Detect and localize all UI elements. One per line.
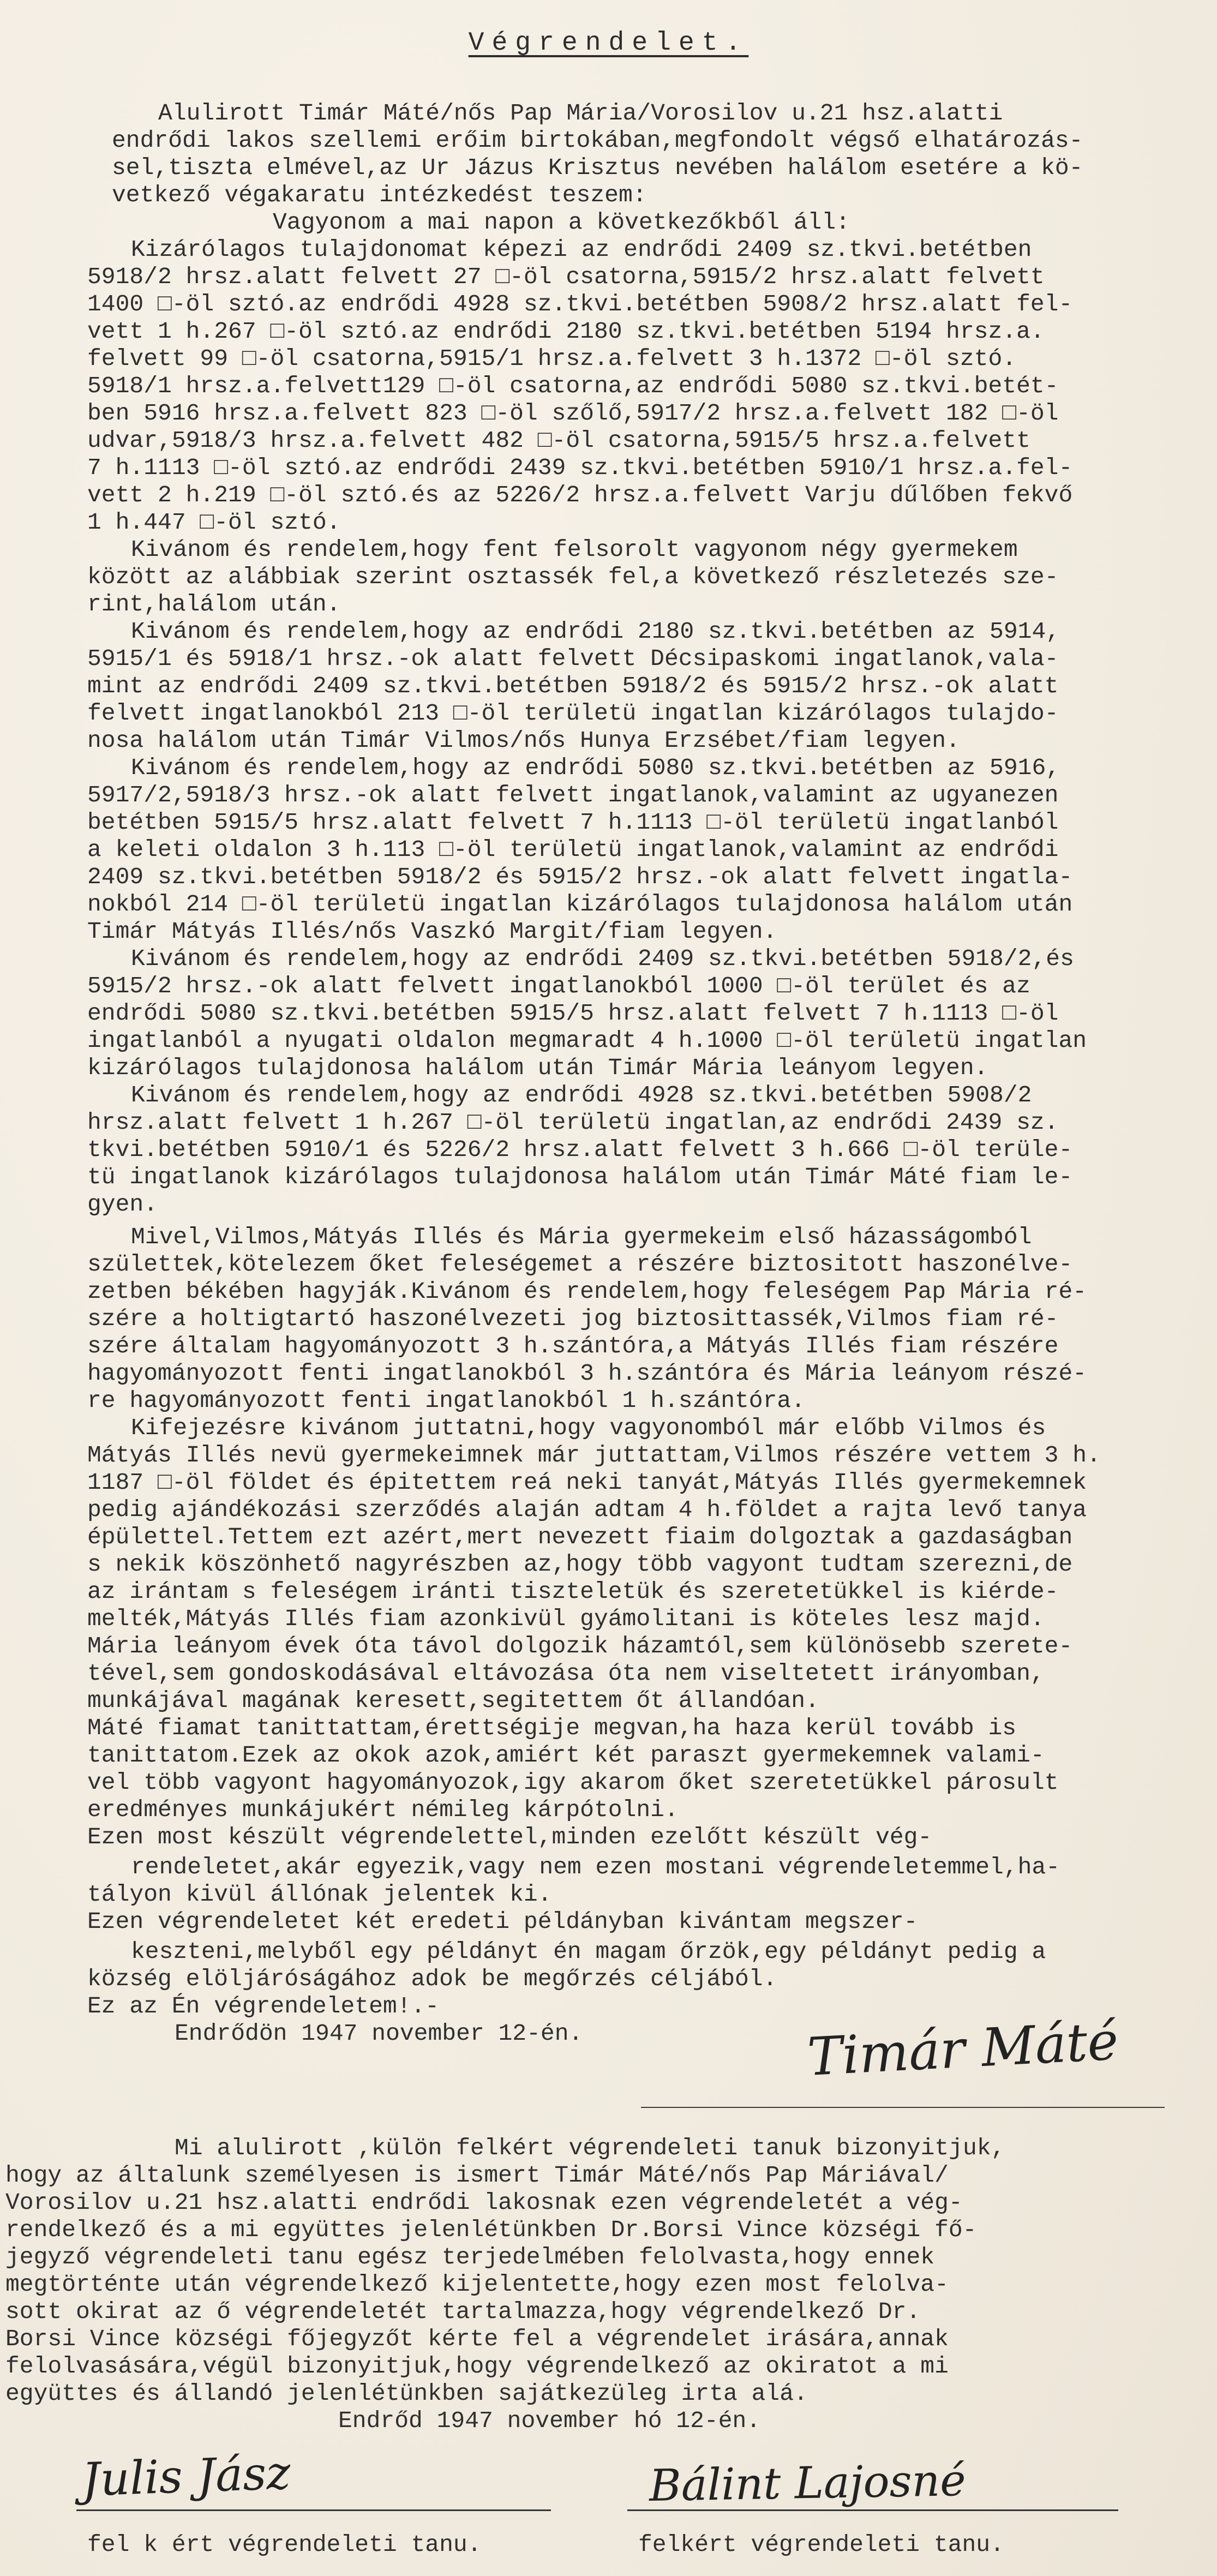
body-line: Kizárólagos tulajdonomat képezi az endrődi 2409 sz.tkvi.betétben (131, 236, 1032, 263)
body-line: 1187 □-öl földet és épitettem reá neki tanyát,Mátyás Illés gyermekemnek (87, 1469, 1087, 1496)
body-line: endrődi lakos szellemi erőim birtokában,megfondolt végső elhatározás- (112, 127, 1083, 154)
body-line: 1400 □-öl sztó.az endrődi 4928 sz.tkvi.betétben 5908/2 hrsz.alatt fel- (87, 291, 1073, 317)
body-line: 5918/2 hrsz.alatt felvett 27 □-öl csatorna,5915/2 hrsz.alatt felvett (87, 263, 1045, 290)
body-line: Ezen most készült végrendelettel,minden ezelőtt készült vég- (87, 1824, 932, 1850)
witness-line: sott okirat az ő végrendeletét tartalmazza,hogy végrendelkező Dr. (5, 2298, 921, 2325)
body-line: gyen. (87, 1191, 158, 1218)
body-line: épülettel.Tettem ezt azért,mert nevezett fiaim dolgoztak a gazdaságban (87, 1524, 1073, 1550)
body-line: ben 5916 hrsz.a.felvett 823 □-öl szőlő,5917/2 hrsz.a.felvett 182 □-öl (87, 400, 1059, 427)
witness-line: jegyző végrendeleti tanu egész terjedelmében felolvasta,hogy ennek (5, 2244, 935, 2271)
body-line: Kifejezésre kivánom juttatni,hogy vagyonomból már előbb Vilmos és (131, 1415, 1046, 1441)
witness2-signature-line (627, 2509, 1118, 2511)
body-line: pedig ajándékozási szerződés alaján adtam 4 h.földet a rajta levő tanya (87, 1496, 1087, 1523)
body-line: szére általam hagyományozott 3 h.szántóra,a Mátyás Illés fiam részére (87, 1333, 1059, 1359)
witness-line: Vorosilov u.21 hsz.alatti endrődi lakosnak ezen végrendeletét a vég- (5, 2189, 963, 2216)
body-line: felvett ingatlanokból 213 □-öl területü ingatlan kizárólagos tulajdo- (87, 700, 1059, 727)
body-line: kizárólagos tulajdonosa halálom után Timár Mária leányom legyen. (87, 1055, 988, 1081)
body-line: Endrődön 1947 november 12-én. (175, 2020, 583, 2047)
body-line: 5915/1 és 5918/1 hrsz.-ok alatt felvett Décsipaskomi ingatlanok,vala- (87, 645, 1059, 672)
body-line: az irántam s feleségem iránti tiszteletük és szeretetükkel is kiérde- (87, 1578, 1059, 1605)
witness1-caption: fel k ért végrendeleti tanu. (87, 2531, 482, 2558)
witness1-signature: Julis Jász (81, 2446, 292, 2507)
witness-line: Mi alulirott ,külön felkért végrendeleti tanuk bizonyitjuk, (175, 2135, 1005, 2161)
body-line: udvar,5918/3 hrsz.a.felvett 482 □-öl csatorna,5915/5 hrsz.a.felvett (87, 427, 1030, 454)
body-line: ingatlanból a nyugati oldalon megmaradt 4 h.1000 □-öl területü ingatlan (87, 1027, 1087, 1054)
body-line: munkájával magának keresett,segitettem őt állandóan. (87, 1687, 819, 1714)
witness1-signature-line (76, 2509, 551, 2511)
body-line: Kivánom és rendelem,hogy fent felsorolt vagyonom négy gyermekem (131, 536, 1018, 563)
witness2-caption: felkért végrendeleti tanu. (638, 2531, 1004, 2558)
body-line: Máté fiamat tanittattam,érettségije megvan,ha haza kerül tovább is (87, 1715, 1017, 1741)
body-line: Vagyonom a mai napon a következőkből áll: (273, 209, 850, 236)
body-line: endrődi 5080 sz.tkvi.betétben 5915/5 hrsz.alatt felvett 7 h.1113 □-öl (87, 1000, 1059, 1027)
body-line: zetben békében hagyják.Kivánom és rendelem,hogy feleségem Pap Mária ré- (87, 1278, 1087, 1305)
body-line: 2409 sz.tkvi.betétben 5918/2 és 5915/2 hrsz.-ok alatt felvett ingatla- (87, 864, 1073, 890)
body-line: Mátyás Illés nevü gyermekeimnek már juttattam,Vilmos részére vettem 3 h. (87, 1442, 1101, 1469)
body-line: 1 h.447 □-öl sztó. (87, 509, 341, 536)
body-line: szére a holtigtartó haszonélvezeti jog biztosittassék,Vilmos fiam ré- (87, 1305, 1059, 1332)
body-line: születtek,kötelezem őket feleségemet a részére biztositott haszonélve- (87, 1251, 1073, 1278)
body-line: eredményes munkájukért némileg kárpótolni. (87, 1796, 679, 1823)
body-line: keszteni,melyből egy példányt én magam őrzök,egy példányt pedig a (131, 1938, 1046, 1965)
body-line: Kivánom és rendelem,hogy az endrődi 2180 sz.tkvi.betétben az 5914, (131, 618, 1060, 645)
body-line: a keleti oldalon 3 h.113 □-öl területü ingatlanok,valamint az endrődi (87, 836, 1059, 863)
body-line: Kivánom és rendelem,hogy az endrődi 4928 sz.tkvi.betétben 5908/2 (131, 1082, 1032, 1109)
body-line: tályon kivül állónak jelentek ki. (87, 1881, 552, 1908)
body-line: hagyományozott fenti ingatlanokból 3 h.szántóra és Mária leányom részé- (87, 1360, 1087, 1387)
body-line: Mivel,Vilmos,Mátyás Illés és Mária gyermekeim első házasságomból (131, 1224, 1032, 1250)
body-line: s nekik köszönhető nagyrészben az,hogy több vagyont tudtam szerezni,de (87, 1551, 1073, 1578)
body-line: mint az endrődi 2409 sz.tkvi.betétben 5918/2 és 5915/2 hrsz.-ok alatt (87, 673, 1059, 699)
document-title: Végrendelet. (468, 28, 749, 58)
body-line: re hagyományozott fenti ingatlanokból 1 h.szántóra. (87, 1387, 806, 1414)
body-line: 5917/2,5918/3 hrsz.-ok alatt felvett ingatlanok,valamint az ugyanezen (87, 782, 1059, 808)
body-line: Ezen végrendeletet két eredeti példányban kivántam megszer- (87, 1908, 918, 1935)
body-line: melték,Mátyás Illés fiam azonkivül gyámolitani is köteles lesz majd. (87, 1605, 1045, 1632)
body-line: Timár Mátyás Illés/nős Vaszkó Margit/fiam legyen. (87, 918, 777, 945)
body-line: betétben 5915/5 hrsz.alatt felvett 7 h.1113 □-öl területü ingatlanból (87, 809, 1059, 836)
body-line: rendeletet,akár egyezik,vagy nem ezen mostani végrendeletemmel,ha- (131, 1854, 1060, 1880)
body-line: tkvi.betétben 5910/1 és 5226/2 hrsz.alatt felvett 3 h.666 □-öl terüle- (87, 1136, 1073, 1163)
body-line: 5915/2 hrsz.-ok alatt felvett ingatlanokból 1000 □-öl terület és az (87, 973, 1030, 999)
body-line: Kivánom és rendelem,hogy az endrődi 2409 sz.tkvi.betétben 5918/2,és (131, 945, 1074, 972)
witness-date-line: Endrőd 1947 november hó 12-én. (338, 2407, 761, 2434)
body-line: felvett 99 □-öl csatorna,5915/1 hrsz.a.felvett 3 h.1372 □-öl sztó. (87, 345, 1017, 372)
witness-line: rendelkező és a mi együttes jelenlétünkben Dr.Borsi Vince községi fő- (5, 2216, 977, 2243)
body-line: község elöljáróságához adok be megőrzés céljából. (87, 1966, 777, 1992)
body-line: 5918/1 hrsz.a.felvett129 □-öl csatorna,az endrődi 5080 sz.tkvi.betét- (87, 373, 1059, 399)
body-line: Kivánom és rendelem,hogy az endrődi 5080 sz.tkvi.betétben az 5916, (131, 754, 1060, 781)
body-line: vel több vagyont hagyományozok,igy akarom őket szeretetükkel párosult (87, 1769, 1059, 1796)
body-line: tanittatom.Ezek az okok azok,amiért két paraszt gyermekemnek valami- (87, 1742, 1045, 1769)
body-line: hrsz.alatt felvett 1 h.267 □-öl területü ingatlan,az endrődi 2439 sz. (87, 1109, 1059, 1136)
body-line: 7 h.1113 □-öl sztó.az endrődi 2439 sz.tkvi.betétben 5910/1 hrsz.a.fel- (87, 454, 1073, 481)
body-line: között az alábbiak szerint osztassék fel,a következő részletezés sze- (87, 564, 1059, 590)
body-line: Ez az Én végrendeletem!.- (87, 1993, 440, 2020)
body-line: vetkező végakaratu intézkedést teszem: (112, 182, 647, 208)
body-line: Mária leányom évek óta távol dolgozik házamtól,sem különösebb szerete- (87, 1633, 1073, 1660)
body-line: vett 2 h.219 □-öl sztó.és az 5226/2 hrsz.a.felvett Varju dűlőben fekvő (87, 482, 1073, 508)
witness-line: együttes és állandó jelenlétünkben sajátkezüleg irta alá. (5, 2380, 808, 2407)
body-line: nosa halálom után Timár Vilmos/nős Hunya Erzsébet/fiam legyen. (87, 727, 960, 754)
body-line: nokból 214 □-öl területü ingatlan kizárólagos tulajdonosa halálom után (87, 891, 1073, 918)
body-line: sel,tiszta elmével,az Ur Jázus Krisztus nevében halálom esetére a kö- (112, 154, 1083, 181)
body-line: tével,sem gondoskodásával eltávozása óta nem viseltetett irányomban, (87, 1660, 1045, 1687)
body-line: rint,halálom után. (87, 591, 341, 618)
body-line: Alulirott Timár Máté/nős Pap Mária/Vorosilov u.21 hsz.alatti (158, 100, 1003, 127)
witness-line: megtörténte után végrendelkező kijelentette,hogy ezen most felolva- (5, 2271, 949, 2298)
witness-line: Borsi Vince községi főjegyzőt kérte fel a végrendelet irására,annak (5, 2326, 949, 2352)
witness2-signature: Bálint Lajosné (649, 2454, 967, 2512)
witness-line: felolvasására,végül bizonyitjuk,hogy végrendelkező az okiratot a mi (5, 2353, 949, 2380)
witness-line: hogy az általunk személyesen is ismert Timár Máté/nős Pap Máriával/ (5, 2162, 949, 2189)
body-line: tü ingatlanok kizárólagos tulajdonosa halálom után Timár Máté fiam le- (87, 1164, 1073, 1190)
testator-signature: Timár Máté (806, 2010, 1120, 2088)
body-line: vett 1 h.267 □-öl sztó.az endrődi 2180 sz.tkvi.betétben 5194 hrsz.a. (87, 318, 1045, 345)
